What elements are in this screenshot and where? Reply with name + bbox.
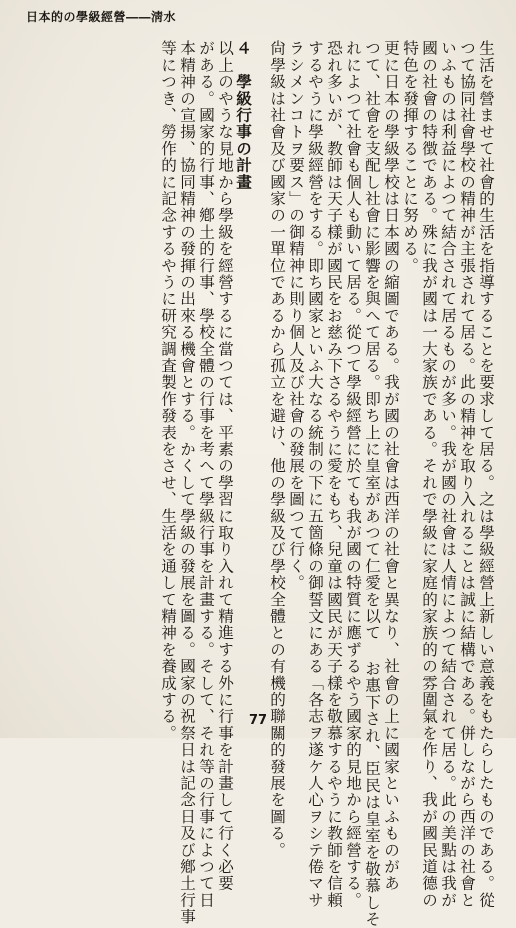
- text-column: 尙學級は社會及び國家の一單位であるから孤立を避け、他の學級及び學校全體との有機的聯關的發展を圖る。: [268, 40, 286, 859]
- text-column: するやうに學級經營をする。即ち國家といふ大なる統制の下に五箇條の御誓文にある「各志ヲ遂ケ人心ヲシテ倦マサ: [306, 40, 324, 909]
- text-column: がある。國家的行事、鄕土的行事、學校全體の行事を考へて學級行事を計畫する。そして、それ等の行事によつて日: [197, 40, 215, 909]
- text-column: つて協同社會學校の精神が主張されて居る。此の精神を取り入れることは誠に結構である。併しながら西洋の社會と: [458, 40, 476, 909]
- page-number: 77: [248, 713, 268, 728]
- text-column: 恐れ多いが、教師は天子樣が國民をお慈み下さるやうに愛をもち、兒童は國民が天子樣を敬慕するやうに教師を信頼: [325, 40, 343, 909]
- text-column: いふものは利益によつて結合されて居るものが多い。我が國の社會は人情によつて結合されて居る。此の美點は我が: [439, 40, 457, 909]
- text-column: 以上のやうな見地から學級を經營するに當つては、平素の學習に取り入れて精進する外に行事を計畫して行く必要: [216, 40, 234, 892]
- text-column: 更に日本の學級學校は日本國の縮圖である。我が國の社會は西洋の社會と異なり、社會の上に國家といふものがあ: [382, 40, 400, 892]
- text-column: ラシメンコトヲ要ス」の御精神に則り個人及び社會の發展を圖つて行く。: [287, 40, 305, 592]
- running-head: 日本的の學級經營――淸水: [26, 10, 177, 24]
- text-column: 本精神の宣揚、協同精神の發揮の出來る機會とする。かくして學級の發展を圖る。國家の祝祭日は記念日及び鄕土行事: [178, 40, 196, 926]
- text-column: れによつて社會も個人も動いて居る。從つて學級經營に於ても我が國の特質に應ずるやう國家的見地から經營する。: [344, 40, 362, 909]
- text-column: 等につき、勞作的に記念するやうに研究調査製作發表をさせ、生活を通して精神を養成する。: [159, 40, 177, 742]
- text-column: 特色を發揮することに努める。: [401, 40, 419, 274]
- section-heading: ４ 學級行事の計畫: [234, 40, 253, 191]
- text-column: つて、社會を支配し社會に影響を與へて居る。即ち上に皇室があつて仁愛を以て お惠下され、臣民は皇室を敬慕しそ: [363, 40, 381, 928]
- text-column: 生活を營ませて社會的生活を指導することを要求して居る。之は學級經營上新しい意義をもたらしたものである。從: [477, 40, 495, 909]
- text-column: 國の社會の特徴である。殊に我が國は一大家族である。それで學級に家庭的家族的の雰圍氣を作り、我が國民道德の: [420, 40, 438, 909]
- column-spacer: [254, 40, 266, 650]
